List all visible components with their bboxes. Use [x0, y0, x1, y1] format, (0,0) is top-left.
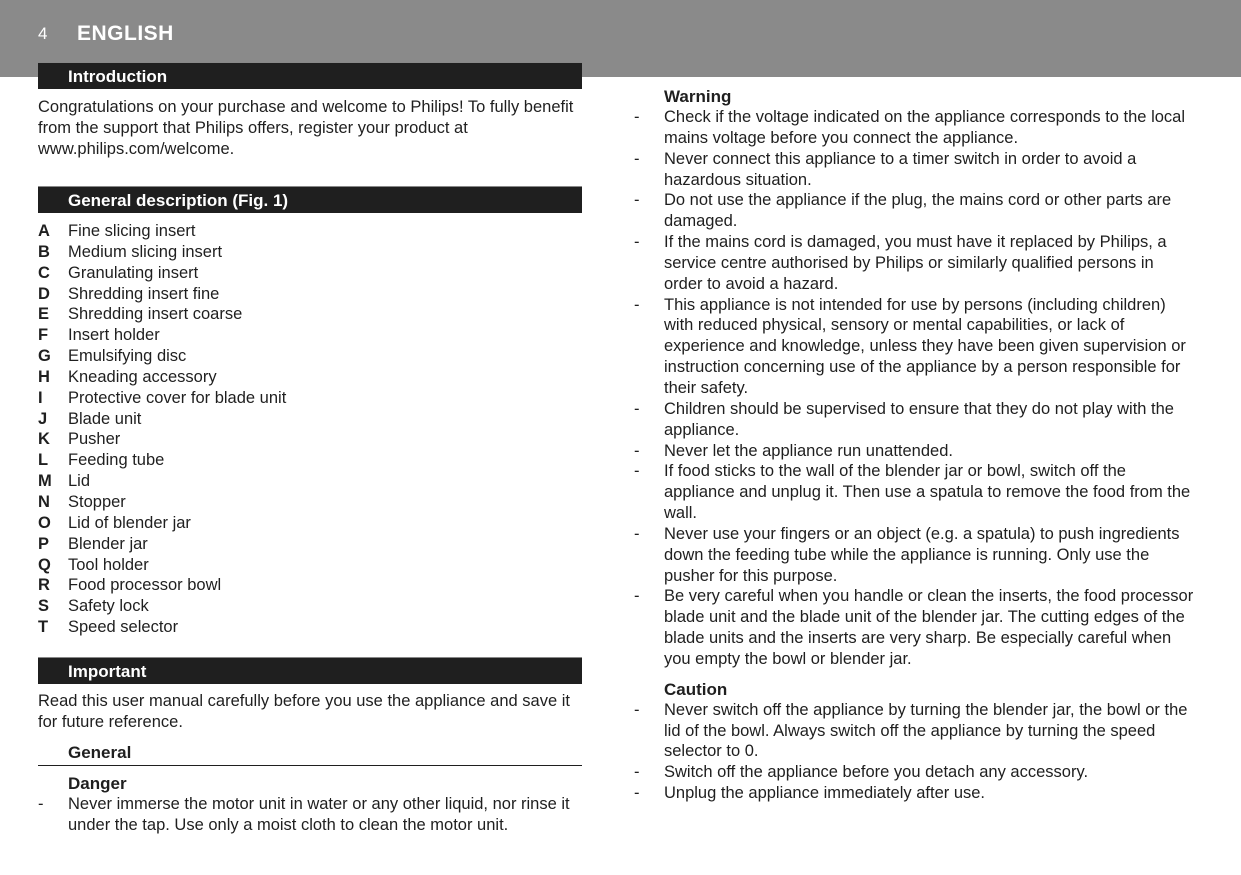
danger-list	[38, 794, 582, 836]
part-letter: Q	[38, 555, 51, 574]
part-label: Food processor bowl	[68, 576, 222, 595]
caution-item-text: Switch off the appliance before you detach any accessory.	[664, 763, 1089, 782]
warning-item	[634, 232, 1194, 295]
warning-heading: Warning	[664, 87, 732, 106]
part-label: Insert holder	[68, 326, 160, 345]
bullet-dash: -	[38, 794, 44, 813]
part-item	[38, 263, 582, 284]
bullet-dash: -	[634, 587, 640, 606]
part-label: Shredding insert coarse	[68, 305, 243, 324]
part-item	[38, 513, 582, 534]
part-item	[38, 409, 582, 430]
part-letter: S	[38, 597, 50, 616]
caution-item-text: Unplug the appliance immediately after use.	[664, 784, 986, 803]
part-item	[38, 304, 582, 325]
part-item	[38, 450, 582, 471]
danger-item-text: Never immerse the motor unit in water or any other liquid, nor rinse it under the tap. Use only a moist cloth to clean the motor unit.	[68, 794, 570, 834]
part-letter: O	[38, 513, 51, 532]
part-label: Stopper	[68, 492, 126, 511]
warning-item-text: Children should be supervised to ensure that they do not play with the appliance.	[664, 399, 1174, 439]
warning-item	[634, 399, 1194, 441]
warning-item-text: Never let the appliance run unattended.	[664, 441, 953, 460]
warning-item	[634, 149, 1194, 191]
bullet-dash: -	[634, 441, 640, 460]
part-letter: P	[38, 534, 50, 553]
part-item	[38, 492, 582, 513]
part-item	[38, 221, 582, 242]
caution-item	[634, 762, 1194, 783]
part-item	[38, 429, 582, 450]
important-text: Read this user manual carefully before you use the appliance and save it for future reference.	[38, 691, 570, 731]
general-description-heading: General description (Fig. 1)	[38, 186, 582, 213]
bullet-dash: -	[634, 524, 640, 543]
part-item	[38, 388, 582, 409]
introduction-text: Congratulations on your purchase and welcome to Philips! To fully benefit from the support that Philips offers, register your product at www.philips.com/welcome.	[38, 98, 574, 158]
part-item	[38, 471, 582, 492]
part-item	[38, 242, 582, 263]
part-letter: L	[38, 451, 49, 470]
warning-item	[634, 441, 1194, 462]
bullet-dash: -	[634, 700, 640, 719]
bullet-dash: -	[634, 462, 640, 481]
warning-item-text: Check if the voltage indicated on the appliance corresponds to the local mains voltage before you connect the appliance.	[664, 108, 1185, 147]
warning-item-text: Do not use the appliance if the plug, the mains cord or other parts are damaged.	[664, 191, 1172, 231]
caution-item-text: Never switch off the appliance by turning the blender jar, the bowl or the lid of the bowl. Always switch off the appliance by turning the speed selector to 0.	[664, 700, 1188, 761]
part-letter: N	[38, 492, 50, 511]
important-heading: Important	[38, 657, 582, 684]
bullet-dash: -	[634, 191, 640, 210]
part-item	[38, 617, 582, 638]
warning-item-text: If the mains cord is damaged, you must have it replaced by Philips, a service centre authorised by Philips or similarly qualified persons in order to avoid a hazard.	[664, 233, 1167, 293]
part-letter: K	[38, 430, 50, 449]
warning-item-text: Never use your fingers or an object (e.g. a spatula) to push ingredients down the feeding tube while the appliance is running. Only use the pusher for this purpose.	[664, 524, 1180, 585]
left-column	[38, 62, 582, 836]
part-label: Feeding tube	[68, 451, 165, 470]
part-item	[38, 575, 582, 596]
part-label: Lid	[68, 472, 91, 491]
part-letter: D	[38, 284, 50, 303]
part-label: Blender jar	[68, 534, 148, 553]
introduction-heading: Introduction	[38, 62, 582, 89]
warning-item	[634, 107, 1194, 149]
warning-item-text: Be very careful when you handle or clean the inserts, the food processor blade unit and the blade unit of the blender jar. The cutting edges of the blade units and the inserts are very sharp. Be especially careful when you empty the bowl or blender jar.	[664, 587, 1194, 668]
caution-list	[634, 700, 1194, 804]
danger-heading: Danger	[68, 773, 127, 793]
part-letter: M	[38, 472, 52, 491]
danger-item	[38, 794, 582, 836]
caution-heading: Caution	[664, 679, 728, 699]
bullet-dash: -	[634, 295, 640, 314]
part-letter: B	[38, 242, 50, 261]
warning-item	[634, 190, 1194, 232]
part-label: Pusher	[68, 430, 121, 449]
part-item	[38, 596, 582, 617]
part-label: Protective cover for blade unit	[68, 388, 287, 407]
bullet-dash: -	[634, 763, 640, 782]
part-label: Blade unit	[68, 409, 142, 428]
part-label: Fine slicing insert	[68, 222, 196, 240]
part-letter: C	[38, 263, 50, 282]
part-label: Medium slicing insert	[68, 242, 223, 261]
caution-item	[634, 783, 1194, 804]
general-heading: General	[38, 742, 582, 766]
bullet-dash: -	[634, 233, 640, 252]
part-letter: G	[38, 347, 51, 366]
warning-item-text: Never connect this appliance to a timer switch in order to avoid a hazardous situation.	[664, 149, 1137, 189]
part-item	[38, 325, 582, 346]
part-item	[38, 346, 582, 367]
part-item	[38, 367, 582, 388]
part-letter: I	[38, 388, 43, 407]
warning-item	[634, 586, 1194, 669]
part-item	[38, 534, 582, 555]
parts-list	[38, 221, 582, 638]
bullet-dash: -	[634, 399, 640, 418]
part-letter: A	[38, 222, 50, 240]
part-label: Tool holder	[68, 555, 149, 574]
page-number: 4	[38, 24, 48, 43]
part-letter: E	[38, 305, 50, 324]
part-item	[38, 284, 582, 305]
part-letter: T	[38, 618, 49, 637]
warning-list	[634, 107, 1194, 670]
part-letter: F	[38, 326, 49, 345]
part-item	[38, 555, 582, 576]
bullet-dash: -	[634, 784, 640, 803]
part-letter: R	[38, 576, 50, 595]
warning-item	[634, 524, 1194, 587]
bullet-dash: -	[634, 149, 640, 168]
part-letter: H	[38, 367, 50, 386]
part-label: Emulsifying disc	[68, 347, 187, 366]
warning-item	[634, 461, 1194, 524]
part-label: Shredding insert fine	[68, 284, 220, 303]
warning-item-text: This appliance is not intended for use by persons (including children) with reduced physical, sensory or mental capabilities, or lack of experience and knowledge, unless they have been given supervision or instruction concerning use of the appliance by a person responsible for their safety.	[664, 295, 1186, 397]
bullet-dash: -	[634, 108, 640, 126]
part-label: Safety lock	[68, 597, 149, 616]
right-column	[634, 86, 1194, 804]
caution-item	[634, 700, 1194, 763]
part-label: Kneading accessory	[68, 367, 217, 386]
part-label: Granulating insert	[68, 263, 199, 282]
warning-item-text: If food sticks to the wall of the blender jar or bowl, switch off the appliance and unplug it. Then use a spatula to remove the food from the wall.	[664, 462, 1191, 523]
part-label: Speed selector	[68, 618, 179, 637]
part-label: Lid of blender jar	[68, 513, 191, 532]
part-letter: J	[38, 409, 48, 428]
warning-item	[634, 295, 1194, 399]
language-title: ENGLISH	[77, 22, 174, 45]
